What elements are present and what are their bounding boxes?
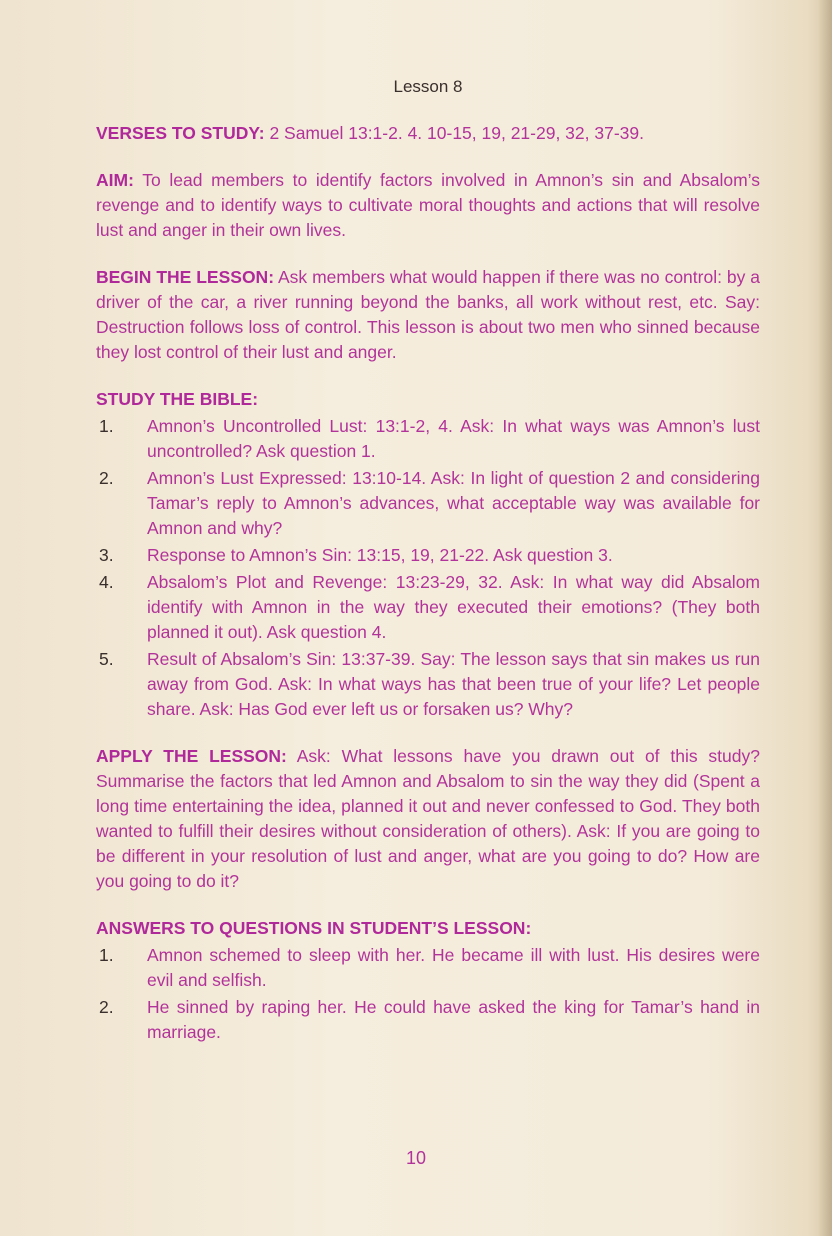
study-item bbox=[96, 570, 760, 645]
answer-item-number: 1. bbox=[99, 945, 114, 965]
study-item-text: Absalom’s Plot and Revenge: 13:23-29, 32. Ask: In what way did Absalom identify with Amnon in the way they executed their emotions? (They both planned it out). Ask question 4. bbox=[147, 572, 760, 642]
verses-section bbox=[96, 121, 760, 146]
aim-label: AIM: bbox=[96, 170, 134, 190]
apply-text: Ask: What lessons have you drawn out of this study? Summarise the factors that led Amnon and Absalom to sin the way they did (Spent a long time entertaining the idea, planned it out and never confessed to God. They both wanted to fulfill their desires without consideration of others). Ask: If you are going to be different in your resolution of lust and anger, what are you going to do? How are you going to do it? bbox=[96, 746, 760, 891]
study-item-number: 2. bbox=[99, 468, 114, 488]
study-item bbox=[96, 543, 760, 568]
page-number: 10 bbox=[405, 1148, 427, 1168]
begin-text: Ask members what would happen if there was no control: by a driver of the car, a river running beyond the banks, all work without rest, etc. Say: Destruction follows loss of control. This lesson is about two men who sinned because they lost control of their lust and anger. bbox=[96, 267, 760, 362]
begin-section bbox=[96, 265, 760, 365]
answer-item-text: Amnon schemed to sleep with her. He became ill with lust. His desires were evil and selfish. bbox=[147, 945, 760, 990]
study-item bbox=[96, 414, 760, 464]
apply-label: APPLY THE LESSON: bbox=[96, 746, 287, 766]
verses-label: VERSES TO STUDY: bbox=[96, 123, 265, 143]
study-item-text: Amnon’s Uncontrolled Lust: 13:1-2, 4. Ask: In what ways was Amnon’s lust uncontrolled? Ask question 1. bbox=[147, 416, 760, 461]
study-title: STUDY THE BIBLE: bbox=[96, 389, 259, 409]
study-item-number: 5. bbox=[99, 649, 114, 669]
aim-section bbox=[96, 168, 760, 243]
study-item-text: Amnon’s Lust Expressed: 13:10-14. Ask: In light of question 2 and considering Tamar’s reply to Amnon’s advances, what acceptable way was available for Amnon and why? bbox=[147, 468, 760, 538]
answer-item bbox=[96, 943, 760, 993]
study-item bbox=[96, 647, 760, 722]
page-edge bbox=[818, 0, 832, 1236]
answers-title: ANSWERS TO QUESTIONS IN STUDENT’S LESSON: bbox=[96, 918, 532, 938]
study-item-number: 1. bbox=[99, 416, 114, 436]
study-item bbox=[96, 466, 760, 541]
study-item-text: Result of Absalom’s Sin: 13:37-39. Say: The lesson says that sin makes us run away from God. Ask: In what ways has that been true of your life? Let people share. Ask: Has God ever left us or forsaken us? Why? bbox=[147, 649, 760, 719]
begin-label: BEGIN THE LESSON: bbox=[96, 267, 275, 287]
study-item-number: 4. bbox=[99, 572, 114, 592]
answer-item bbox=[96, 995, 760, 1045]
study-item-number: 3. bbox=[99, 545, 114, 565]
lesson-label: Lesson 8 bbox=[393, 77, 463, 96]
answers-list bbox=[96, 943, 760, 1045]
answer-item-number: 2. bbox=[99, 997, 114, 1017]
answer-item-text: He sinned by raping her. He could have asked the king for Tamar’s hand in marriage. bbox=[147, 997, 760, 1042]
apply-section bbox=[96, 744, 760, 894]
aim-text: To lead members to identify factors involved in Amnon’s sin and Absalom’s revenge and to identify ways to cultivate moral thoughts and actions that will resolve lust and anger in their own lives. bbox=[96, 170, 760, 240]
verses-text: 2 Samuel 13:1-2. 4. 10-15, 19, 21-29, 32, 37-39. bbox=[269, 123, 644, 143]
study-item-text: Response to Amnon’s Sin: 13:15, 19, 21-22. Ask question 3. bbox=[147, 545, 613, 565]
page-content bbox=[96, 74, 760, 1067]
study-list bbox=[96, 414, 760, 722]
